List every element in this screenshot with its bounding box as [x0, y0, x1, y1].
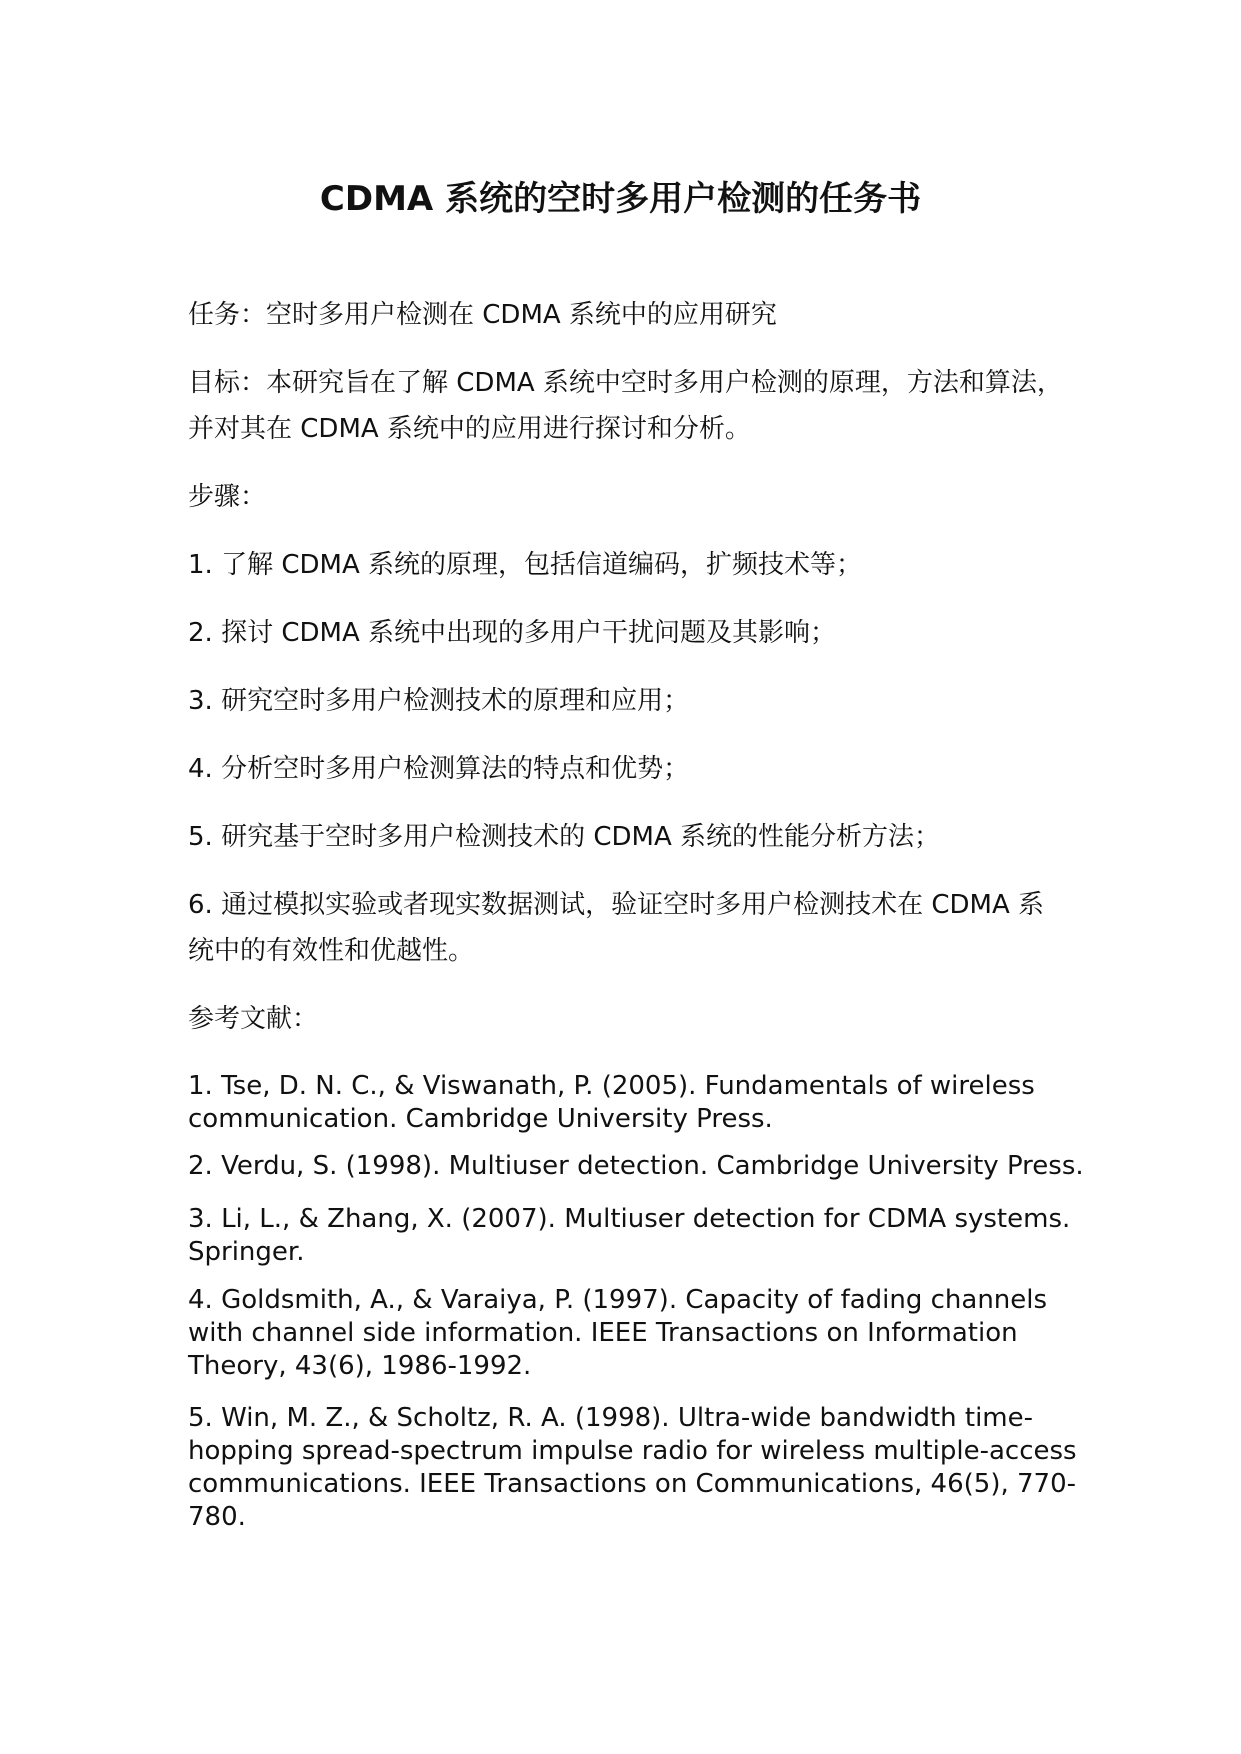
step-item: 2. 探讨 CDMA 系统中出现的多用户干扰问题及其影响；: [188, 618, 836, 648]
goal-paragraph: 目标：本研究旨在了解 CDMA 系统中空时多用户检测的原理，方法和算法，并对其在 CDMA 系统中的应用进行探讨和分析。: [188, 368, 1063, 444]
reference-item: 1. Tse, D. N. C., & Viswanath, P. (2005). Fundamentals of wireless communication. Cambridge University Press.: [188, 1071, 1035, 1134]
step-item: 6. 通过模拟实验或者现实数据测试，验证空时多用户检测技术在 CDMA 系统中的有效性和优越性。: [188, 890, 1044, 966]
step-item: 4. 分析空时多用户检测算法的特点和优势；: [188, 754, 690, 784]
steps-heading: 步骤：: [188, 482, 267, 512]
task-paragraph: 任务：空时多用户检测在 CDMA 系统中的应用研究: [188, 300, 777, 330]
document-title: CDMA 系统的空时多用户检测的任务书: [319, 179, 922, 219]
reference-item: 3. Li, L., & Zhang, X. (2007). Multiuser detection for CDMA systems. Springer.: [188, 1204, 1071, 1267]
reference-item: 2. Verdu, S. (1998). Multiuser detection. Cambridge University Press.: [188, 1151, 1084, 1181]
step-item: 3. 研究空时多用户检测技术的原理和应用；: [188, 686, 690, 716]
reference-item: 5. Win, M. Z., & Scholtz, R. A. (1998). Ultra-wide bandwidth time-hopping spread-spectrum impulse radio for wireless multiple-access communications. IEEE Transactions on Communications, 46(5), 770-780.: [188, 1403, 1077, 1532]
step-item: 1. 了解 CDMA 系统的原理，包括信道编码，扩频技术等；: [188, 550, 862, 580]
reference-item: 4. Goldsmith, A., & Varaiya, P. (1997). Capacity of fading channels with channel side information. IEEE Transactions on Information Theory, 43(6), 1986-1992.: [188, 1285, 1048, 1381]
references-heading: 参考文献：: [188, 1004, 319, 1034]
step-item: 5. 研究基于空时多用户检测技术的 CDMA 系统的性能分析方法；: [188, 822, 940, 852]
